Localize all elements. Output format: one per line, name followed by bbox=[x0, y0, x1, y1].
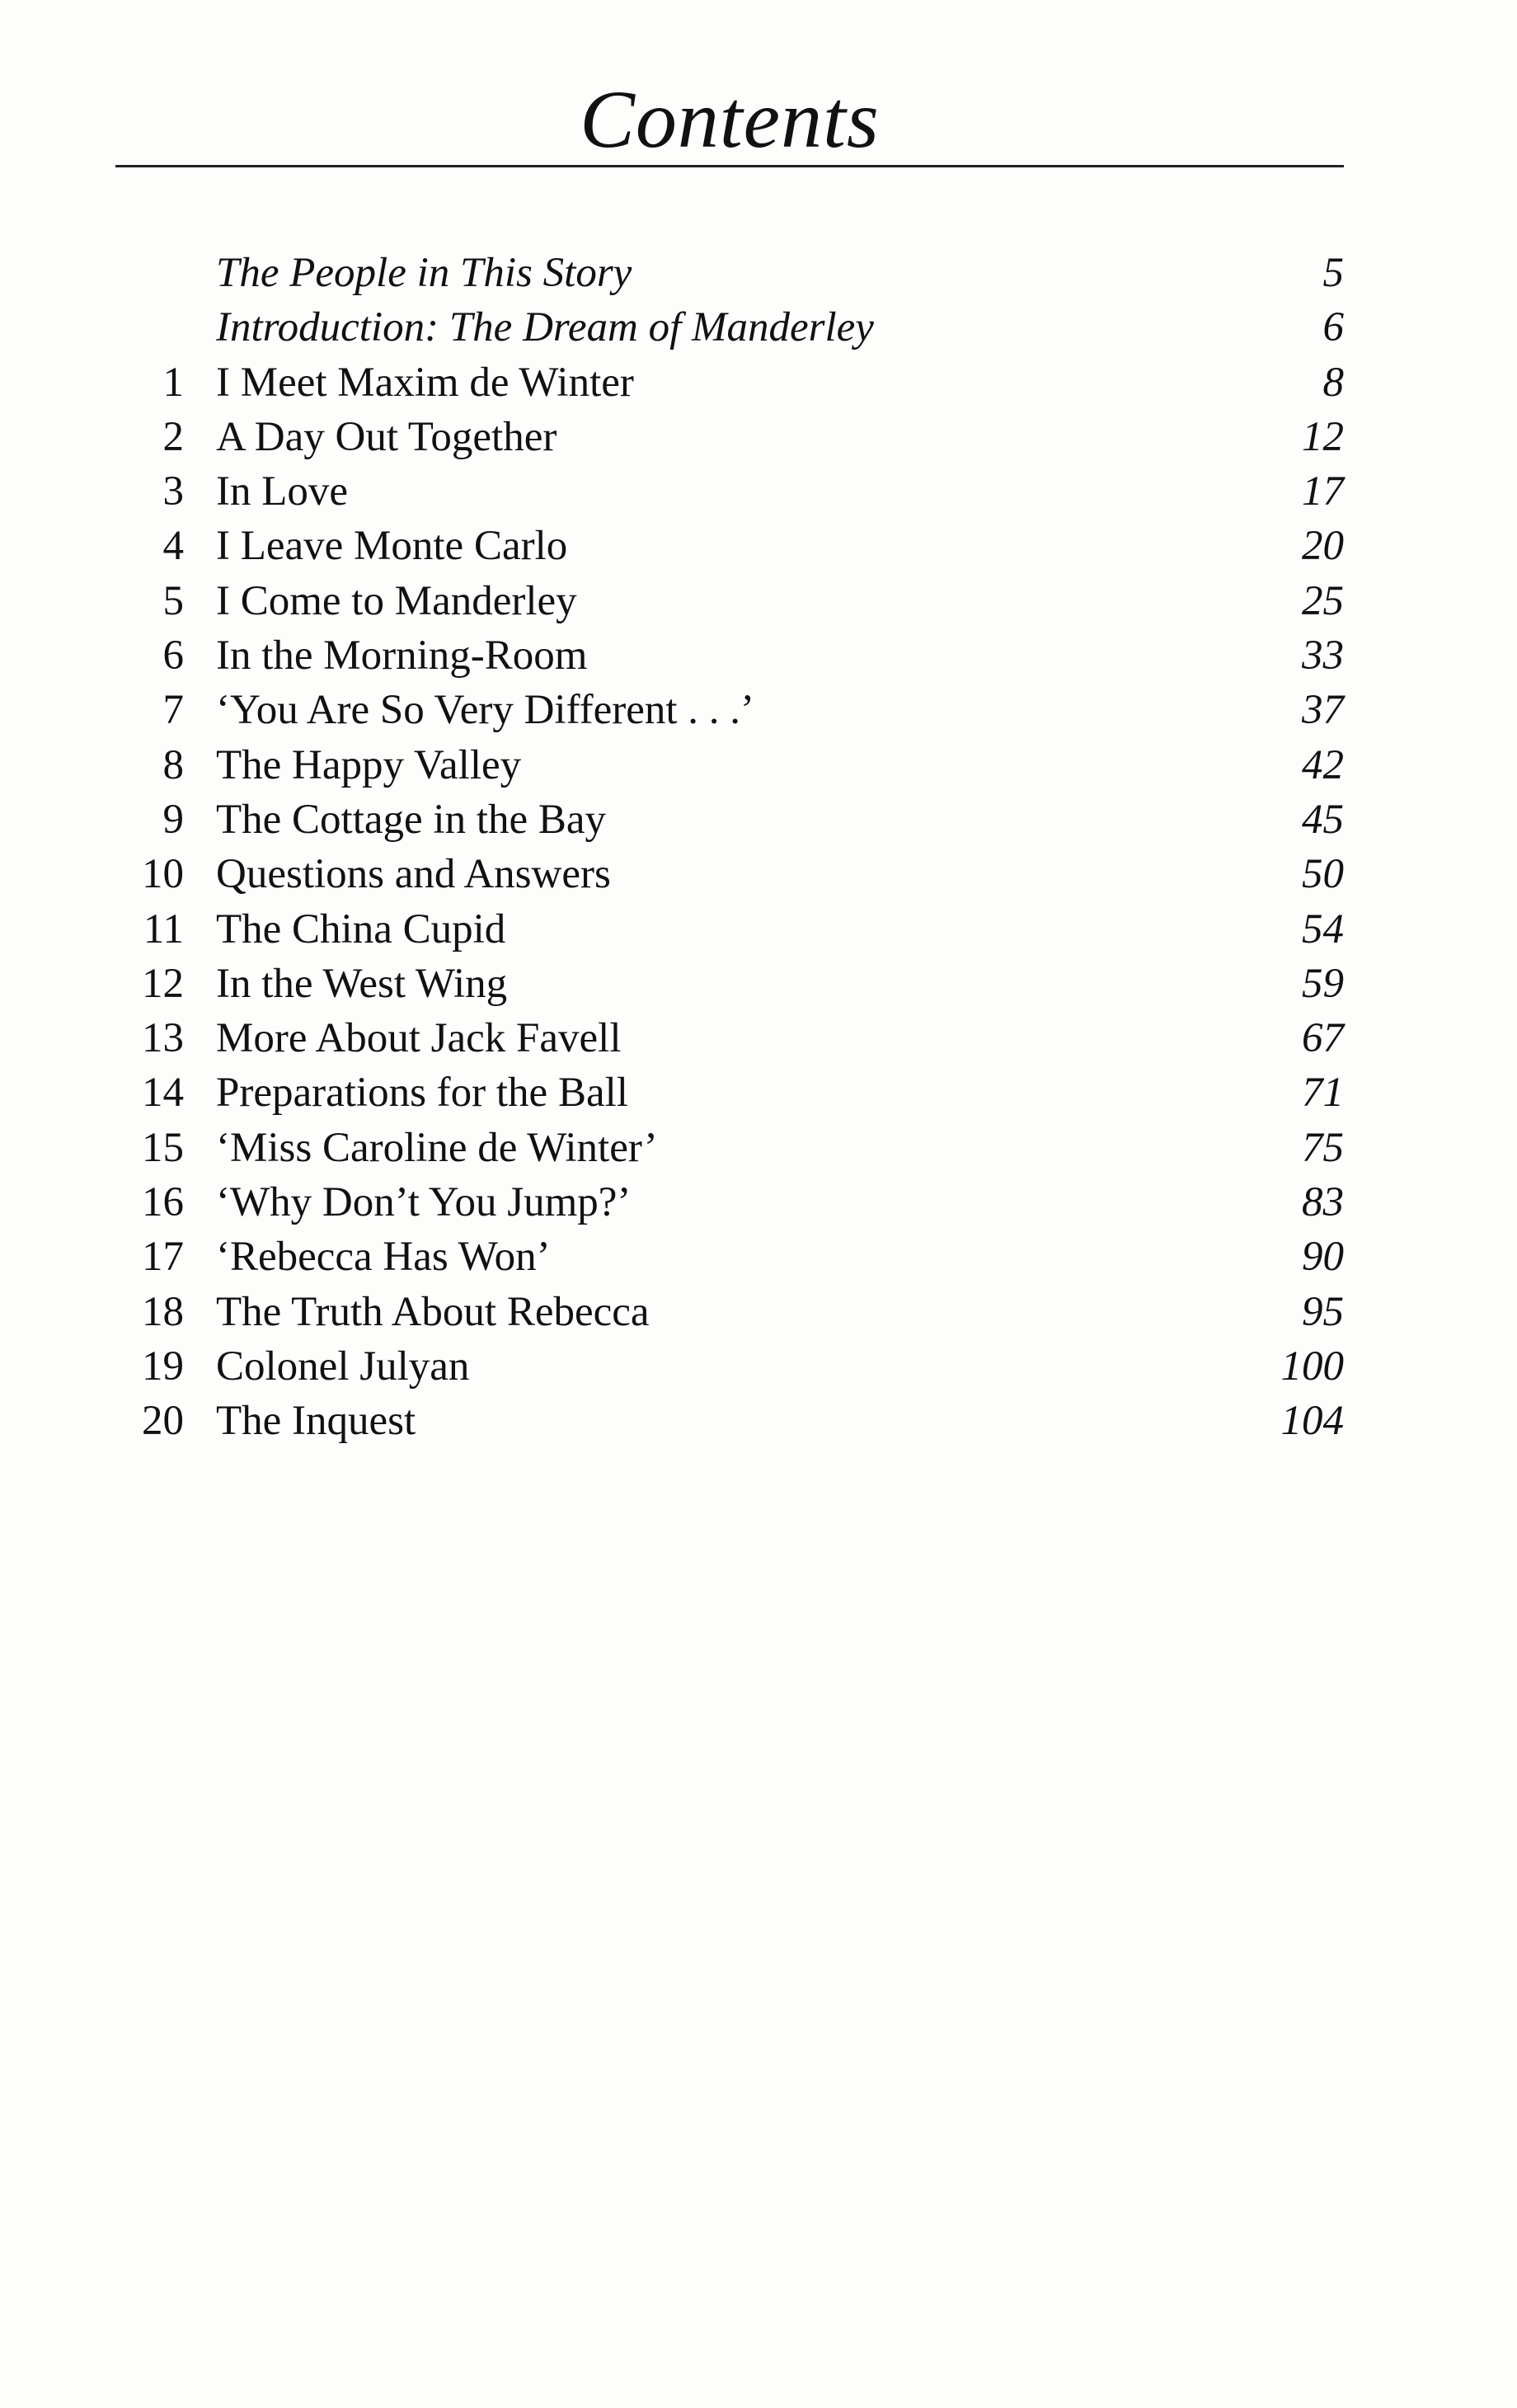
chapter-number: 3 bbox=[162, 468, 184, 515]
chapter-title: The Inquest bbox=[216, 1398, 416, 1445]
toc-entry bbox=[0, 1230, 1517, 1284]
toc-entry bbox=[0, 1339, 1517, 1394]
toc-entry bbox=[0, 957, 1517, 1011]
chapter-number: 13 bbox=[142, 1015, 184, 1062]
page-number: 33 bbox=[1302, 633, 1344, 680]
page-number: 83 bbox=[1302, 1179, 1344, 1226]
chapter-number: 11 bbox=[143, 905, 184, 952]
title-divider bbox=[115, 165, 1344, 167]
toc-entry bbox=[0, 355, 1517, 410]
chapter-number: 1 bbox=[162, 359, 184, 406]
chapter-title: Colonel Julyan bbox=[216, 1343, 470, 1390]
chapter-title: The China Cupid bbox=[216, 905, 506, 952]
chapter-number: 19 bbox=[142, 1343, 184, 1390]
chapter-title: Preparations for the Ball bbox=[216, 1070, 628, 1117]
toc-entry bbox=[0, 410, 1517, 464]
chapter-title: In Love bbox=[216, 468, 349, 515]
page-number: 100 bbox=[1280, 1343, 1344, 1390]
page-number: 6 bbox=[1322, 304, 1344, 351]
chapter-number: 5 bbox=[162, 577, 184, 624]
page-number: 8 bbox=[1322, 359, 1344, 406]
page-number: 75 bbox=[1302, 1124, 1344, 1171]
toc-entry bbox=[0, 847, 1517, 901]
chapter-title: ‘Why Don’t You Jump?’ bbox=[216, 1179, 632, 1226]
table-of-contents bbox=[0, 246, 1517, 1449]
chapter-title: In the West Wing bbox=[216, 960, 508, 1007]
chapter-number: 7 bbox=[162, 687, 184, 734]
page-number: 54 bbox=[1302, 905, 1344, 952]
toc-entry bbox=[0, 1285, 1517, 1339]
chapter-title: I Meet Maxim de Winter bbox=[216, 359, 634, 406]
page-number: 5 bbox=[1322, 250, 1344, 296]
toc-entry bbox=[0, 1121, 1517, 1175]
chapter-title: The Truth About Rebecca bbox=[216, 1288, 650, 1335]
toc-entry bbox=[0, 300, 1517, 355]
chapter-title: The People in This Story bbox=[216, 250, 632, 296]
chapter-title: Introduction: The Dream of Manderley bbox=[216, 304, 874, 351]
page-number: 12 bbox=[1302, 413, 1344, 460]
toc-entry bbox=[0, 628, 1517, 683]
toc-entry bbox=[0, 464, 1517, 519]
page-number: 95 bbox=[1302, 1288, 1344, 1335]
chapter-title: Questions and Answers bbox=[216, 851, 611, 898]
page-number: 71 bbox=[1302, 1070, 1344, 1117]
page-number: 25 bbox=[1302, 577, 1344, 624]
toc-entry bbox=[0, 1065, 1517, 1120]
chapter-title: In the Morning-Room bbox=[216, 633, 588, 680]
page-number: 104 bbox=[1280, 1398, 1344, 1445]
toc-entry bbox=[0, 683, 1517, 737]
toc-entry bbox=[0, 574, 1517, 628]
chapter-number: 4 bbox=[162, 523, 184, 570]
chapter-number: 2 bbox=[162, 413, 184, 460]
chapter-number: 14 bbox=[142, 1070, 184, 1117]
page-number: 67 bbox=[1302, 1015, 1344, 1062]
page-number: 90 bbox=[1302, 1234, 1344, 1281]
toc-entry bbox=[0, 519, 1517, 573]
toc-entry bbox=[0, 792, 1517, 847]
chapter-title: The Cottage in the Bay bbox=[216, 796, 607, 843]
chapter-title: More About Jack Favell bbox=[216, 1015, 622, 1062]
chapter-title: ‘You Are So Very Different . . .’ bbox=[216, 687, 755, 734]
chapter-title: I Leave Monte Carlo bbox=[216, 523, 568, 570]
page-number: 50 bbox=[1302, 851, 1344, 898]
page-number: 17 bbox=[1302, 468, 1344, 515]
page-number: 59 bbox=[1302, 960, 1344, 1007]
page-number: 20 bbox=[1302, 523, 1344, 570]
toc-entry bbox=[0, 1175, 1517, 1230]
toc-entry bbox=[0, 1394, 1517, 1448]
chapter-number: 18 bbox=[142, 1288, 184, 1335]
chapter-title: A Day Out Together bbox=[216, 413, 557, 460]
chapter-number: 15 bbox=[142, 1124, 184, 1171]
chapter-title: ‘Rebecca Has Won’ bbox=[216, 1234, 551, 1281]
chapter-number: 10 bbox=[142, 851, 184, 898]
chapter-number: 8 bbox=[162, 741, 184, 788]
toc-entry bbox=[0, 902, 1517, 957]
chapter-title: ‘Miss Caroline de Winter’ bbox=[216, 1124, 658, 1171]
chapter-number: 17 bbox=[142, 1234, 184, 1281]
chapter-number: 16 bbox=[142, 1179, 184, 1226]
toc-entry bbox=[0, 1011, 1517, 1065]
toc-entry bbox=[0, 246, 1517, 300]
page-title: Contents bbox=[580, 73, 880, 165]
page-number: 45 bbox=[1302, 796, 1344, 843]
page-number: 37 bbox=[1302, 687, 1344, 734]
chapter-number: 12 bbox=[142, 960, 184, 1007]
toc-entry bbox=[0, 738, 1517, 792]
chapter-title: The Happy Valley bbox=[216, 741, 522, 788]
chapter-number: 20 bbox=[142, 1398, 184, 1445]
chapter-number: 9 bbox=[162, 796, 184, 843]
chapter-number: 6 bbox=[162, 633, 184, 680]
page-number: 42 bbox=[1302, 741, 1344, 788]
chapter-title: I Come to Manderley bbox=[216, 577, 577, 624]
